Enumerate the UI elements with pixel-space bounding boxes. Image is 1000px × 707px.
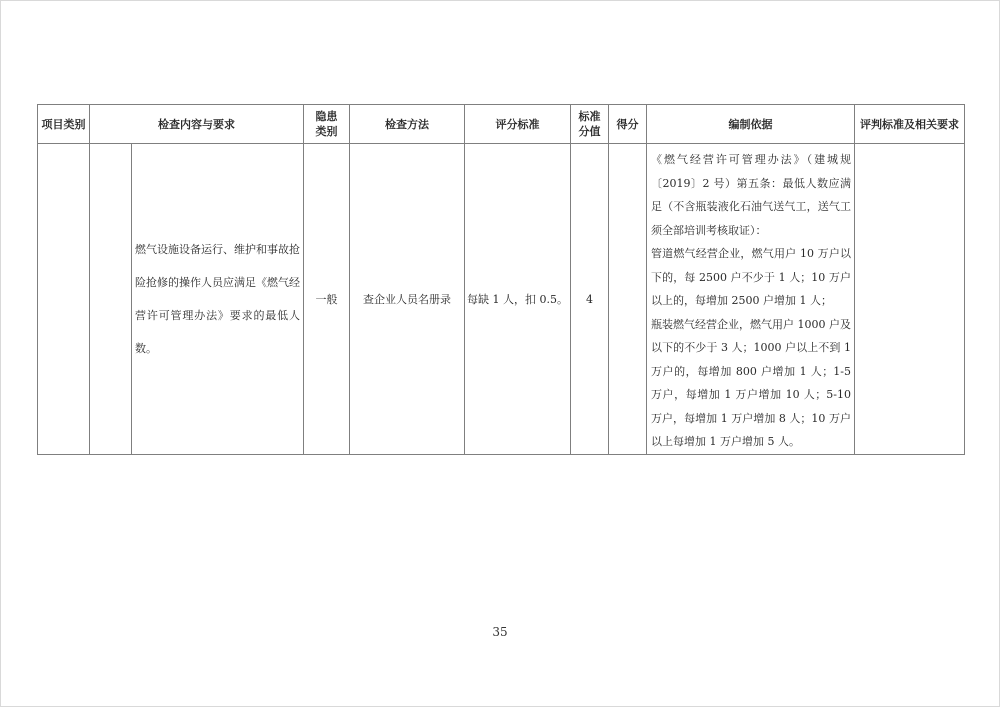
inspection-table (37, 104, 965, 455)
header-standard-score-label: 标准分值 (578, 110, 601, 138)
cell-project-category (38, 144, 90, 455)
cell-content-requirement: 燃气设施设备运行、维护和事故抢险抢修的操作人员应满足《燃气经营许可管理办法》要求的最低人数。 (132, 144, 304, 455)
basis-paragraph-1: 《燃气经营许可管理办法》（建城规〔2019〕2 号）第五条：最低人数应满足（不含瓶装液化石油气送气工，送气工须全部培训考核取证）： (651, 153, 851, 237)
header-project-category: 项目类别 (38, 105, 90, 144)
header-content-requirement: 检查内容与要求 (90, 105, 304, 144)
cell-standard-score: 4 (571, 144, 609, 455)
table-header-row (38, 105, 965, 144)
header-standard-score (571, 105, 609, 144)
cell-compilation-basis (647, 144, 855, 455)
cell-judgment-standard (855, 144, 965, 455)
basis-paragraph-3: 瓶装燃气经营企业，燃气用户 1000 户及以下的不少于 3 人；1000 户以上不到 1 万户的，每增加 800 户增加 1 人；1-5 万户，每增加 1 万户增加 10 人；5-10 万户，每增加 1 万户增加 8 人；10 万户以上每增加 1 万户增加 5 人。 (651, 317, 851, 448)
cell-inspection-method: 查企业人员名册录 (350, 144, 465, 455)
basis-paragraph-2: 管道燃气经营企业，燃气用户 10 万户以下的，每 2500 户不少于 1 人；10 万户以上的，每增加 2500 户增加 1 人； (651, 247, 851, 307)
header-hazard-category-label: 隐患类别 (315, 110, 338, 138)
header-judgment-standard: 评判标准及相关要求 (855, 105, 965, 144)
table-row (38, 144, 965, 455)
header-scoring-standard: 评分标准 (465, 105, 571, 144)
header-score: 得分 (609, 105, 647, 144)
header-inspection-method: 检查方法 (350, 105, 465, 144)
cell-hazard-category: 一般 (304, 144, 350, 455)
header-hazard-category (304, 105, 350, 144)
cell-scoring-standard: 每缺 1 人，扣 0.5。 (465, 144, 571, 455)
header-compilation-basis: 编制依据 (647, 105, 855, 144)
cell-sub-index (90, 144, 132, 455)
page-number: 35 (492, 625, 508, 639)
cell-score (609, 144, 647, 455)
